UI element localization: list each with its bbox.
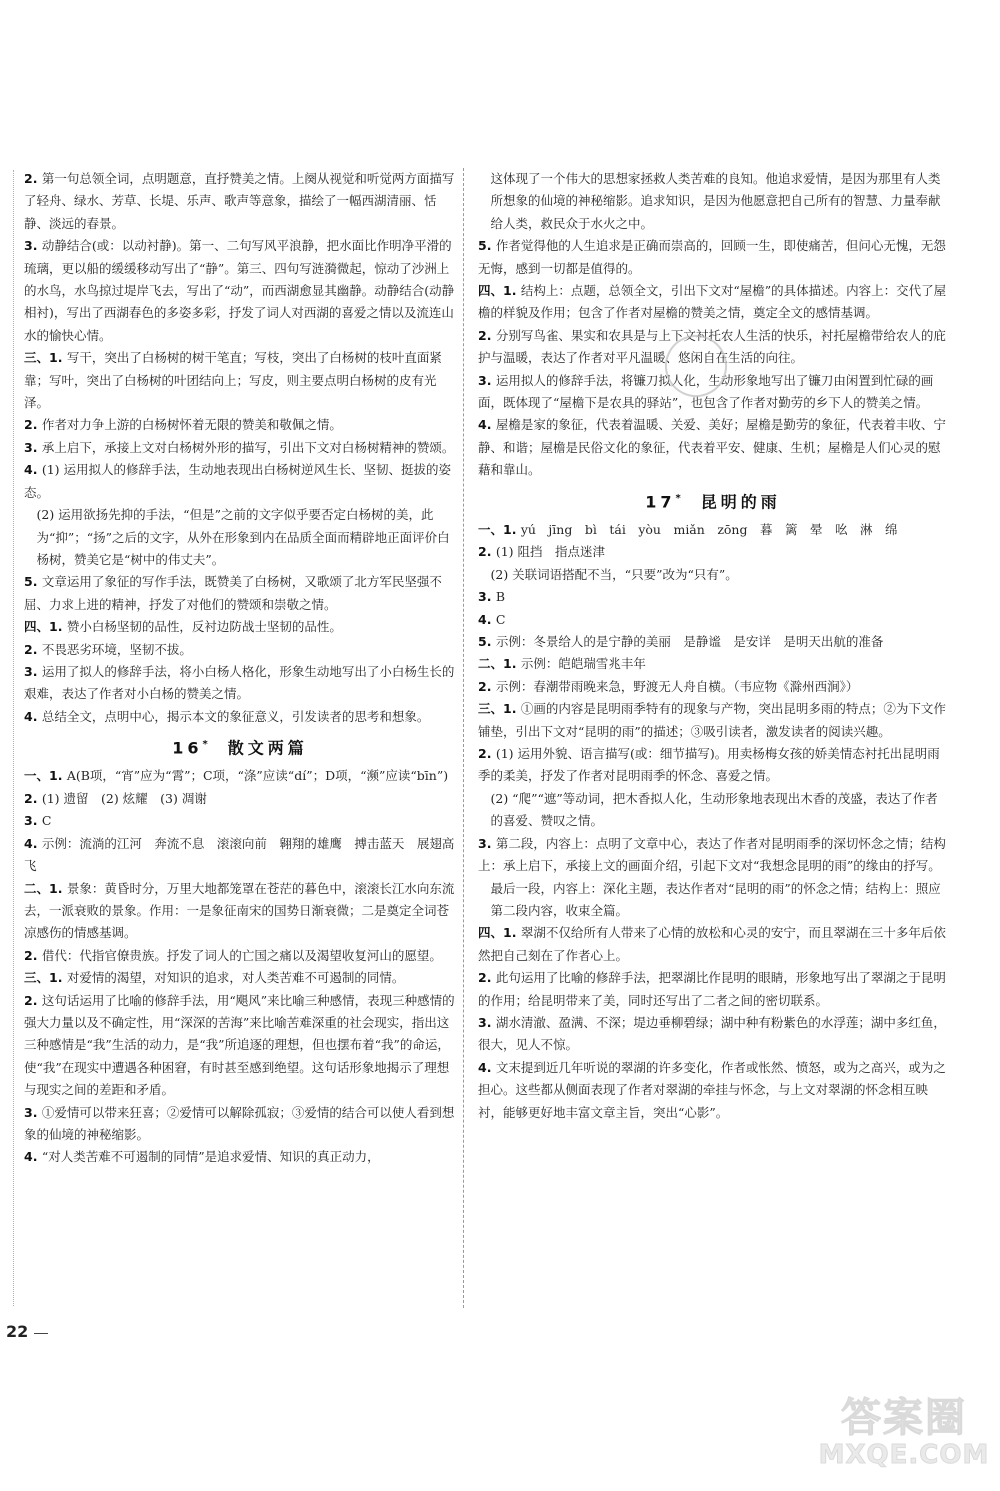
answer-list-section-16: [24, 765, 456, 1168]
answer-number: 5.: [478, 238, 496, 254]
answer-text: (1) 阻挡 指点迷津: [495, 544, 605, 560]
answer-number: 3.: [478, 1014, 496, 1030]
answer-text: 运用拟人的修辞手法，将镰刀拟人化，生动形象地写出了镰刀由闲置到忙碌的画面，既体现了“屋檐下是农具的驿站”，也包含了作者对勤劳的乡下人的赞美之情。: [478, 372, 934, 411]
answer-text: 借代：代指官僚贵族。抒发了词人的亡国之痛以及渴望收复河山的愿望。: [41, 947, 442, 963]
answer-text: 示例：皑皑瑞雪兆丰年: [520, 656, 646, 672]
answer-text: 总结全文，点明中心，揭示本文的象征意义，引发读者的思考和想象。: [41, 708, 430, 724]
answer-text: 示例：流淌的江河 奔流不息 滚滚向前 翱翔的雄鹰 搏击蓝天 展翅高飞: [24, 835, 455, 874]
watermark-url: MXQE.COM: [818, 1440, 990, 1470]
answer-text: 对爱情的渴望，对知识的追求，对人类苦难不可遏制的同情。: [66, 970, 405, 986]
answer-item: [478, 631, 948, 653]
answer-item: [24, 616, 456, 638]
answer-text: A(B项，“宵”应为“霄”；C项，“涤”应读“dí”；D项，“濒”应读“bīn”): [66, 768, 449, 784]
answer-text: B: [495, 589, 505, 605]
answer-number: 3.: [24, 663, 42, 679]
section-title-text: 散文两篇: [227, 738, 308, 758]
answer-number: 四、1.: [24, 619, 67, 635]
answer-number: 一、1.: [24, 768, 67, 784]
answer-number: 5.: [478, 634, 496, 650]
answer-number: 4.: [478, 1059, 496, 1075]
section-title-16: [24, 730, 456, 763]
answer-item: [24, 706, 456, 728]
answer-number: 2.: [24, 417, 42, 433]
answer-item: [478, 676, 948, 698]
section-mark: *: [675, 492, 681, 504]
answer-item: [478, 1057, 948, 1124]
answer-number: 4.: [24, 708, 42, 724]
answer-number: 4.: [24, 462, 42, 478]
answer-number: 3.: [478, 589, 496, 605]
answer-number: 三、1.: [24, 350, 67, 366]
answer-item: [478, 541, 948, 563]
answer-text: (1) 遗留 (2) 炫耀 (3) 凋谢: [41, 790, 207, 806]
answer-text: 不畏恶劣环境，坚韧不拔。: [41, 641, 192, 657]
answer-number: 3.: [478, 835, 496, 851]
answer-number: 2.: [24, 992, 42, 1008]
answer-number: 5.: [24, 574, 42, 590]
answer-number: 二、1.: [24, 880, 67, 896]
section-title-17: [478, 484, 948, 517]
answer-item: [478, 168, 948, 235]
answer-item: [478, 698, 948, 743]
answer-text: 示例：春潮带雨晚来急，野渡无人舟自横。（韦应物《滁州西涧》）: [495, 678, 859, 694]
answer-text: 翠湖不仅给所有人带来了心情的放松和心灵的安宁，而且翠湖在三十多年后依然把自己刻在了作者心上。: [478, 925, 946, 963]
answer-text: 这体现了一个伟大的思想家拯救人类苦难的良知。他追求爱情，是因为那里有人类所想象的仙境的神秘缩影。追求知识，是因为他愿意把自己所有的智慧、力量奉献给人类，救民众于水火之中。: [490, 171, 941, 231]
answer-text: (1) 运用外貌、语言描写(或：细节描写)。用卖杨梅女孩的娇美情态衬托出昆明雨季的柔美，抒发了作者对昆明雨季的怀念、喜爱之情。: [478, 746, 940, 784]
answer-number: 三、1.: [24, 970, 67, 986]
answer-item: [478, 1012, 948, 1057]
answer-text: 赞小白杨坚韧的品性，反衬边防战士坚韧的品性。: [66, 619, 342, 635]
answer-text: 文章运用了象征的写作手法，既赞美了白杨树，又歌颂了北方军民坚强不屈、力求上进的精神，抒发了对他们的赞颂和崇敬之情。: [24, 574, 442, 612]
answer-item: [478, 967, 948, 1012]
answer-item: [478, 609, 948, 631]
answer-item: [24, 878, 456, 945]
answer-item: [478, 833, 948, 878]
answer-text: 承上启下，承接上文对白杨树外形的描写，引出下文对白杨树精神的赞颂。: [41, 439, 455, 455]
answer-item: [24, 235, 456, 347]
answer-text: C: [495, 611, 506, 627]
answer-number: 2.: [24, 947, 42, 963]
answer-item: [478, 280, 948, 325]
answer-text: (2) 关联词语搭配不当，“只要”改为“只有”。: [490, 566, 738, 582]
section-mark: *: [202, 739, 208, 751]
answer-item: [24, 1102, 456, 1147]
answer-text: 作者对力争上游的白杨树怀着无限的赞美和敬佩之情。: [41, 417, 342, 433]
answer-text: 这句话运用了比喻的修辞手法，用“飓风”来比喻三种感情，表现三种感情的强大力量以及不确定性，用“深深的苦海”来比喻苦难深重的社会现实，指出这三种感情是“我”生活的动力，是“我”所追逐的理想，但也摆布着“我”的命运，使“我”在现实中遭遇各种困窘，有时甚至感到绝望。这句话形象地揭示了理想与现实之间的差距和矛盾。: [24, 992, 455, 1098]
watermark-logo: [816, 1385, 992, 1481]
answer-list-section-17: [478, 519, 948, 1124]
answer-number: 2.: [478, 970, 496, 986]
answer-item: [478, 788, 948, 833]
answer-number: 3.: [478, 372, 496, 388]
answer-list-section-15: [24, 168, 456, 728]
answer-number: 一、1.: [478, 522, 521, 538]
answer-text: ①画的内容是昆明雨季特有的现象与产物，突出昆明多雨的特点；②为下文作铺垫，引出下文对“昆明的雨”的描述；③吸引读者，激发读者的阅读兴趣。: [478, 701, 946, 739]
answer-text: 动静结合(或：以动衬静)。第一、二句写风平浪静，把水面比作明净平滑的琉璃，更以船的缓缓移动写出了“静”。第三、四句写涟漪微起，惊动了沙洲上的水鸟，水鸟掠过堤岸飞去，写出了“动”，而西湖愈显其幽静。动静结合(动静相衬)，写出了西湖春色的多姿多彩，抒发了词人对西湖的喜爱之情以及流连山水的愉快心情。: [24, 238, 455, 343]
answer-text: 运用了拟人的修辞手法，将小白杨人格化，形象生动地写出了小白杨生长的艰难，表达了作者对小白杨的赞美之情。: [24, 663, 455, 702]
answer-item: [24, 414, 456, 436]
answer-item: [24, 765, 456, 787]
answer-number: 4.: [24, 1149, 42, 1165]
answer-text: 湖水清澈、盈满、不深；堤边垂柳碧绿；湖中种有粉紫色的水浮莲；湖中多红鱼，很大，见人不惊。: [478, 1014, 946, 1053]
answer-item: [24, 1146, 456, 1168]
answer-item: [478, 235, 948, 280]
answer-text: 作者觉得他的人生追求是正确而崇高的，回顾一生，即使痛苦，但问心无愧，无怨无悔，感到一切都是值得的。: [478, 238, 946, 276]
answer-item: [24, 810, 456, 832]
answer-item: [24, 661, 456, 706]
left-column: [24, 168, 456, 1321]
section-title-text: 昆明的雨: [700, 492, 781, 512]
left-margin-rule: [13, 170, 14, 1306]
answer-item: [478, 519, 948, 541]
page-number-rule: [34, 1333, 48, 1334]
answer-item: [478, 922, 948, 967]
answer-item: [24, 639, 456, 661]
answer-item: [478, 653, 948, 675]
answer-item: [24, 347, 456, 414]
answer-text: 写干，突出了白杨树的树干笔直；写枝，突出了白杨树的枝叶直面紧靠；写叶，突出了白杨树的叶团结向上；写皮，则主要点明白杨树的皮有光泽。: [24, 350, 442, 411]
answer-number: 4.: [24, 835, 42, 851]
answer-item: [478, 586, 948, 608]
answer-text: yú jīng bì tái yòu miǎn zōng 暮 篱 晕 吆 淋 绵: [520, 522, 898, 538]
answer-number: 2.: [24, 790, 42, 806]
answer-item: [24, 967, 456, 989]
answer-text: “对人类苦难不可遏制的同情”是追求爱情、知识的真正动力，: [41, 1149, 380, 1165]
column-divider: [463, 168, 464, 1308]
answer-text: (1) 运用拟人的修辞手法，生动地表现出白杨树逆风生长、坚韧、挺拔的姿态。: [24, 462, 451, 500]
answer-item: [24, 788, 456, 810]
page-number: 22: [6, 1322, 29, 1341]
answer-text: 景象：黄昏时分，万里大地都笼罩在苍茫的暮色中，滚滚长江水向东流去，一派衰败的景象。作用：一是象征南宋的国势日渐衰微；二是奠定全词苍凉感伤的情感基调。: [24, 880, 455, 941]
answer-text: 屋檐是家的象征，代表着温暖、关爱、美好；屋檐是勤劳的象征，代表着丰收、宁静、和谐；屋檐是民俗文化的象征，代表着平安、健康、生机；屋檐是人们心灵的慰藉和靠山。: [478, 417, 946, 478]
answer-item: [24, 571, 456, 616]
answer-number: 3.: [24, 1104, 42, 1120]
answer-text: 最后一段，内容上：深化主题，表达作者对“昆明的雨”的怀念之情；结构上：照应第二段内容，收束全篇。: [490, 880, 941, 918]
answer-number: 2.: [478, 678, 496, 694]
answer-number: 2.: [24, 641, 42, 657]
answer-number: 2.: [24, 171, 42, 186]
answer-number: 2.: [478, 327, 496, 343]
answer-text: (2) 运用欲扬先抑的手法，“但是”之前的文字似乎要否定白杨树的美，此为“抑”；“扬”之后的文字，从外在形象到内在品质全面而精辟地正面评价白杨树，赞美它是“树中的伟丈夫”。: [36, 507, 450, 567]
watermark-title: 答案圈: [841, 1395, 967, 1441]
answer-text: (2) “爬”“遮”等动词，把木香拟人化，生动形象地表现出木香的茂盛，表达了作者的喜爱、赞叹之情。: [490, 790, 938, 829]
answer-text: C: [41, 813, 52, 829]
answer-item: [24, 990, 456, 1102]
answer-text: 第二段，内容上：点明了文章中心，表达了作者对昆明雨季的深切怀念之情；结构上：承上启下，承接上文的画面介绍，引起下文对“我想念昆明的雨”的缘由的抒写。: [478, 835, 946, 874]
answer-item: [24, 833, 456, 878]
answer-text: ①爱情可以带来狂喜；②爱情可以解除孤寂；③爱情的结合可以使人看到想象的仙境的神秘缩影。: [24, 1104, 455, 1142]
answer-number: 二、1.: [478, 656, 521, 672]
answer-number: 2.: [478, 544, 496, 560]
answer-text: 此句运用了比喻的修辞手法，把翠湖比作昆明的眼睛，形象地写出了翠湖之于昆明的作用；给昆明带来了美，同时还写出了二者之间的密切联系。: [478, 970, 946, 1008]
answer-text: 示例：冬景给人的是宁静的美丽 是静谧 是安详 是明天出航的准备: [495, 634, 884, 650]
answer-item: [478, 878, 948, 923]
answer-list-section-16-continued: [478, 168, 948, 482]
answer-number: 2.: [478, 746, 496, 762]
answer-text: 第一句总领全词，点明题意，直抒赞美之情。上阕从视觉和听觉两方面描写了轻舟、绿水、芳草、长堤、乐声、歌声等意象，描绘了一幅西湖清丽、恬静、淡远的春景。: [24, 171, 455, 231]
answer-item: [24, 459, 456, 504]
answer-number: 4.: [478, 417, 496, 433]
answer-text: 分别写鸟雀、果实和农具是与上下文衬托农人生活的快乐，衬托屋檐带给农人的庇护与温暖，表达了作者对平凡温暖、悠闲自在生活的向往。: [478, 327, 946, 366]
answer-number: 3.: [24, 238, 42, 254]
answer-text: 文末提到近几年听说的翠湖的许多变化，作者或怅然、愤怒，或为之高兴，或为之担心。这些都从侧面表现了作者对翠湖的牵挂与怀念，与上文对翠湖的怀念相互映衬，能够更好地丰富文章主旨，突出“心影”。: [478, 1059, 946, 1120]
answer-item: [478, 414, 948, 481]
answer-item: [24, 504, 456, 571]
answer-number: 3.: [24, 439, 42, 455]
answer-item: [24, 945, 456, 967]
answer-text: 结构上：点题，总领全文，引出下文对“屋檐”的具体描述。内容上：交代了屋檐的样貌及作用；包含了作者对屋檐的赞美之情，奠定全文的感情基调。: [478, 283, 947, 321]
answer-number: 三、1.: [478, 701, 521, 717]
section-number: 16: [172, 738, 203, 758]
answer-number: 3.: [24, 813, 42, 829]
section-number: 17: [645, 492, 676, 512]
answer-number: 四、1.: [478, 283, 521, 299]
answer-item: [478, 564, 948, 586]
answer-item: [24, 168, 456, 235]
answer-number: 4.: [478, 611, 496, 627]
answer-item: [478, 743, 948, 788]
answer-item: [24, 437, 456, 459]
answer-number: 四、1.: [478, 925, 521, 941]
